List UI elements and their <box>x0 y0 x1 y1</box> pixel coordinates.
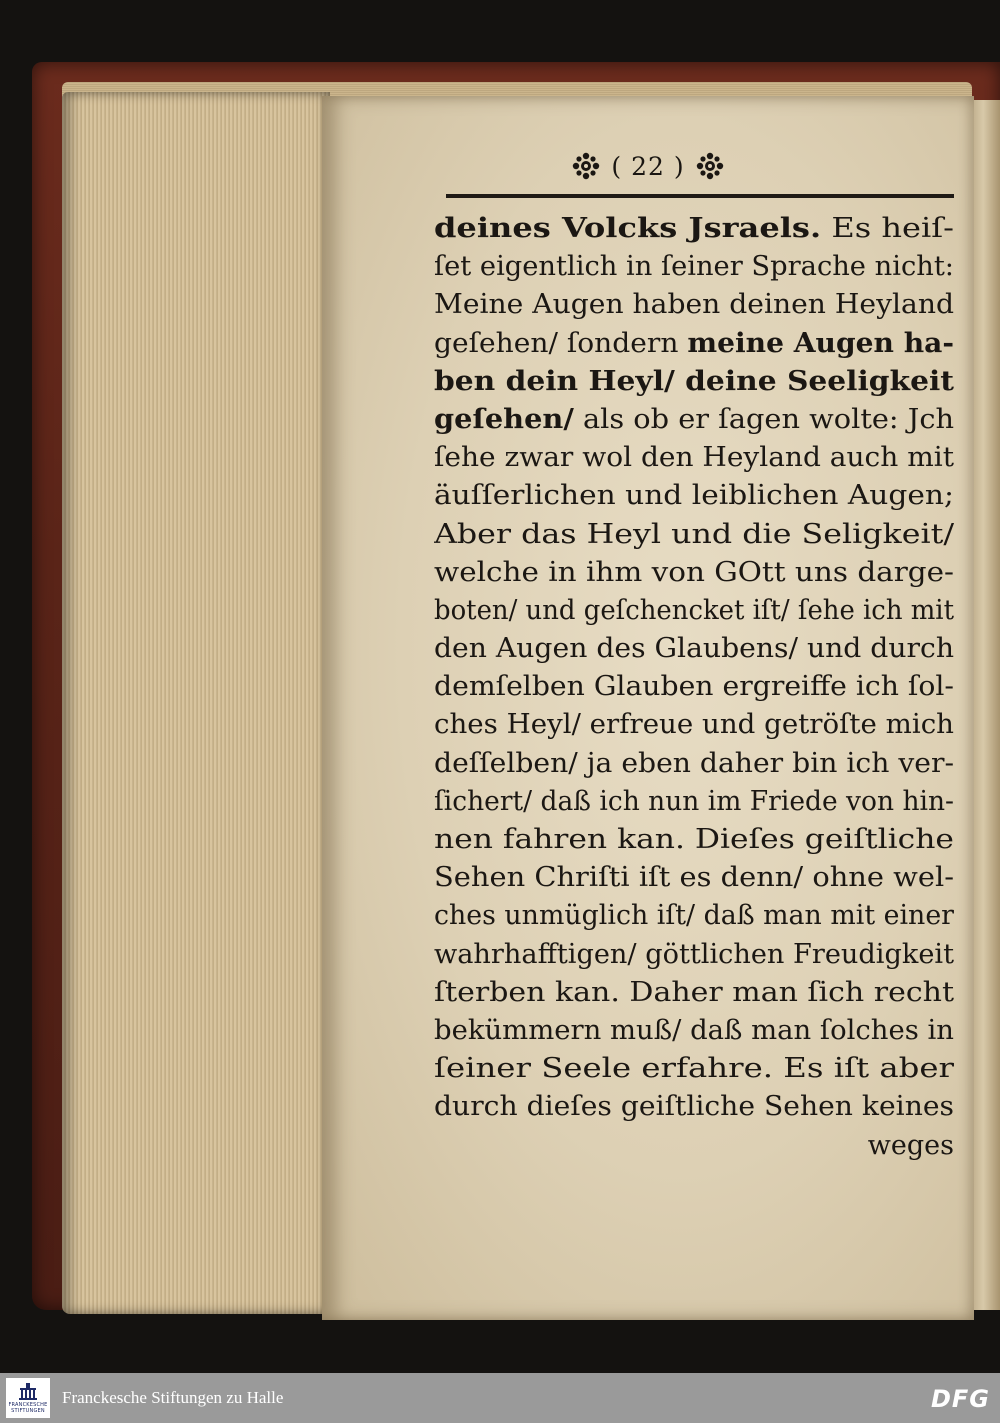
text-line <box>434 1088 954 1126</box>
dfg-logo: DFG <box>930 1385 990 1413</box>
body-text-segment: ſterben kan. Daher man ſich recht <box>434 976 954 1008</box>
text-line <box>434 1050 954 1088</box>
body-text-segment: den Augen des Glaubens/ und durch <box>434 633 954 665</box>
text-line-content <box>434 401 954 439</box>
text-line-content <box>434 706 954 744</box>
text-line <box>434 668 954 706</box>
text-line-content <box>434 783 954 821</box>
body-text-segment: geſehen/ ſondern <box>434 327 688 359</box>
body-text-segment: demſelben Glauben ergreiffe ich ſol- <box>434 671 954 703</box>
floral-ornament-icon <box>695 151 725 181</box>
text-line-content <box>434 248 954 286</box>
text-line <box>434 630 954 668</box>
institution-name: Franckesche Stiftungen zu Halle <box>62 1388 284 1407</box>
page-number: ( 22 ) <box>611 151 685 181</box>
text-line-content <box>434 363 954 401</box>
text-line <box>434 248 954 286</box>
text-line <box>434 210 954 248</box>
text-line-content <box>434 745 954 783</box>
body-text-segment: durch dieſes geiſtliche Sehen keines <box>434 1091 954 1123</box>
catchword: weges <box>867 1129 954 1161</box>
text-line-content <box>434 439 954 477</box>
building-icon <box>17 1382 39 1402</box>
body-text-segment: boten/ und geſchencket iſt/ ſehe ich mit <box>434 594 954 626</box>
text-line <box>434 325 954 363</box>
logo-text-line1: FRANCKESCHE <box>8 1402 48 1408</box>
text-line-content <box>434 325 954 363</box>
body-text-segment: welche in ihm von GOtt uns darge- <box>434 556 954 588</box>
text-line <box>434 936 954 974</box>
text-line-content <box>434 859 954 897</box>
body-text-segment: nen fahren kan. Dieſes geiſtliche <box>434 824 954 855</box>
floral-ornament-icon <box>571 151 601 181</box>
body-text-segment: Meine Augen haben deinen Heyland <box>434 289 954 321</box>
text-line-content <box>434 554 954 592</box>
next-page-edge <box>972 100 1000 1310</box>
body-text-segment: bekümmern muß/ daß man ſolches in <box>434 1014 954 1046</box>
text-line-content <box>434 630 954 668</box>
body-text-segment: als ob er ſagen wolte: Jch <box>573 403 954 435</box>
text-line <box>434 706 954 744</box>
body-text-segment: ſeiner Seele erfahre. Es iſt aber <box>434 1053 954 1085</box>
body-text-segment: ches Heyl/ erfreue und getröſte mich <box>434 709 954 741</box>
page-header <box>322 146 974 186</box>
emphasis-text: ben dein Heyl/ deine Seeligkeit <box>434 365 954 397</box>
body-text-segment: äuſſerlichen und leiblichen Augen; <box>434 480 954 512</box>
emphasis-text: deines Volcks Jsraels. <box>434 213 822 244</box>
page-body-text <box>434 210 954 1165</box>
body-text-segment: Es heiſ- <box>821 213 954 244</box>
body-text-segment: wahrhafftigen/ göttlichen Freudigkeit <box>434 938 954 970</box>
body-text-segment: ſet eigentlich in ſeiner Sprache nicht: <box>434 251 954 283</box>
text-line <box>434 1012 954 1050</box>
text-line-content <box>434 821 954 859</box>
text-line <box>434 783 954 821</box>
emphasis-text: geſehen/ <box>434 403 574 435</box>
text-line-content <box>434 1012 954 1050</box>
body-text-segment: Aber das Heyl und die Seligkeit/ <box>434 518 954 550</box>
text-line <box>434 897 954 935</box>
text-line-content <box>434 936 954 974</box>
text-line <box>434 363 954 401</box>
text-line <box>434 516 954 554</box>
text-line-content <box>434 1088 954 1126</box>
body-text-segment: Sehen Chriſti iſt es denn/ ohne wel- <box>434 862 954 894</box>
text-line <box>434 745 954 783</box>
text-line-content <box>434 516 954 554</box>
text-line <box>434 554 954 592</box>
text-line <box>434 401 954 439</box>
body-text-segment: deſſelben/ ja eben daher bin ich ver- <box>434 747 954 779</box>
institution-logo <box>6 1378 50 1418</box>
body-text-segment: ſehe zwar wol den Heyland auch mit <box>434 442 954 474</box>
book-page <box>322 96 974 1320</box>
text-line-content <box>434 592 954 630</box>
body-text-segment: ſichert/ daß ich nun im Friede von hin- <box>434 785 954 817</box>
emphasis-text: meine Augen ha- <box>687 327 954 359</box>
text-line-content <box>434 974 954 1012</box>
text-line-content <box>434 210 954 248</box>
page-block-left <box>62 92 330 1314</box>
logo-text-line2: STIFTUNGEN <box>11 1408 45 1414</box>
text-line <box>434 821 954 859</box>
text-line-content <box>434 668 954 706</box>
text-line <box>434 859 954 897</box>
text-line <box>434 592 954 630</box>
text-line <box>434 974 954 1012</box>
text-line-content <box>434 1050 954 1088</box>
text-line-content <box>434 286 954 324</box>
text-line <box>434 286 954 324</box>
body-text-segment: ches unmüglich iſt/ daß man mit einer <box>434 900 954 932</box>
text-line-content <box>434 897 954 935</box>
footer-bar <box>0 1373 1000 1423</box>
header-rule <box>446 194 954 198</box>
text-line <box>434 477 954 515</box>
text-line <box>434 439 954 477</box>
text-line-content <box>434 477 954 515</box>
